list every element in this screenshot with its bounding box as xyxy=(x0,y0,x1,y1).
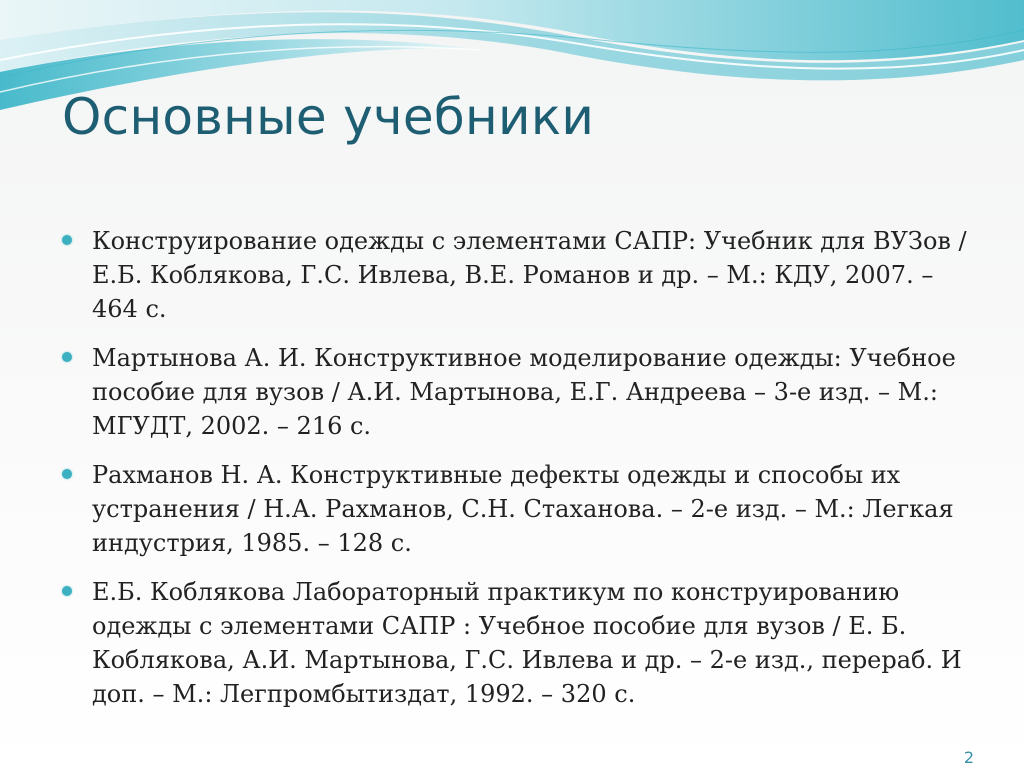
bullet-icon xyxy=(62,469,72,479)
list-item xyxy=(62,458,968,560)
list-item-text: Е.Б. Коблякова Лабораторный практикум по конструированию одежды с элементами САПР : Учебное пособие для вузов / Е. Б. Коблякова, А.И. Мартынова, Г.С. Ивлева и др. – 2-е изд., перераб. И доп. – М.: Легпромбытиздат, 1992. – 320 с. xyxy=(92,578,962,708)
list-item xyxy=(62,224,968,326)
list-item-text: Конструирование одежды с элементами САПР: Учебник для ВУЗов / Е.Б. Коблякова, Г.С. Ивлева, В.Е. Романов и др. – М.: КДУ, 2007. – 464 с. xyxy=(92,227,967,323)
list-item-text: Мартынова А. И. Конструктивное моделирование одежды: Учебное пособие для вузов / А.И. Мартынова, Е.Г. Андреева – 3-е изд. – М.: МГУДТ, 2002. – 216 с. xyxy=(92,344,956,440)
slide-number: 2 xyxy=(963,748,974,767)
slide-title: Основные учебники xyxy=(62,88,595,146)
list-item xyxy=(62,341,968,443)
list-item xyxy=(62,575,968,711)
list-item-text: Рахманов Н. А. Конструктивные дефекты одежды и способы их устранения / Н.А. Рахманов, С.Н. Стаханова. – 2-е изд. – М.: Легкая индустрия, 1985. – 128 с. xyxy=(92,461,954,557)
textbook-list xyxy=(62,224,968,726)
bullet-icon xyxy=(62,352,72,362)
bullet-icon xyxy=(62,235,72,245)
bullet-icon xyxy=(62,586,72,596)
